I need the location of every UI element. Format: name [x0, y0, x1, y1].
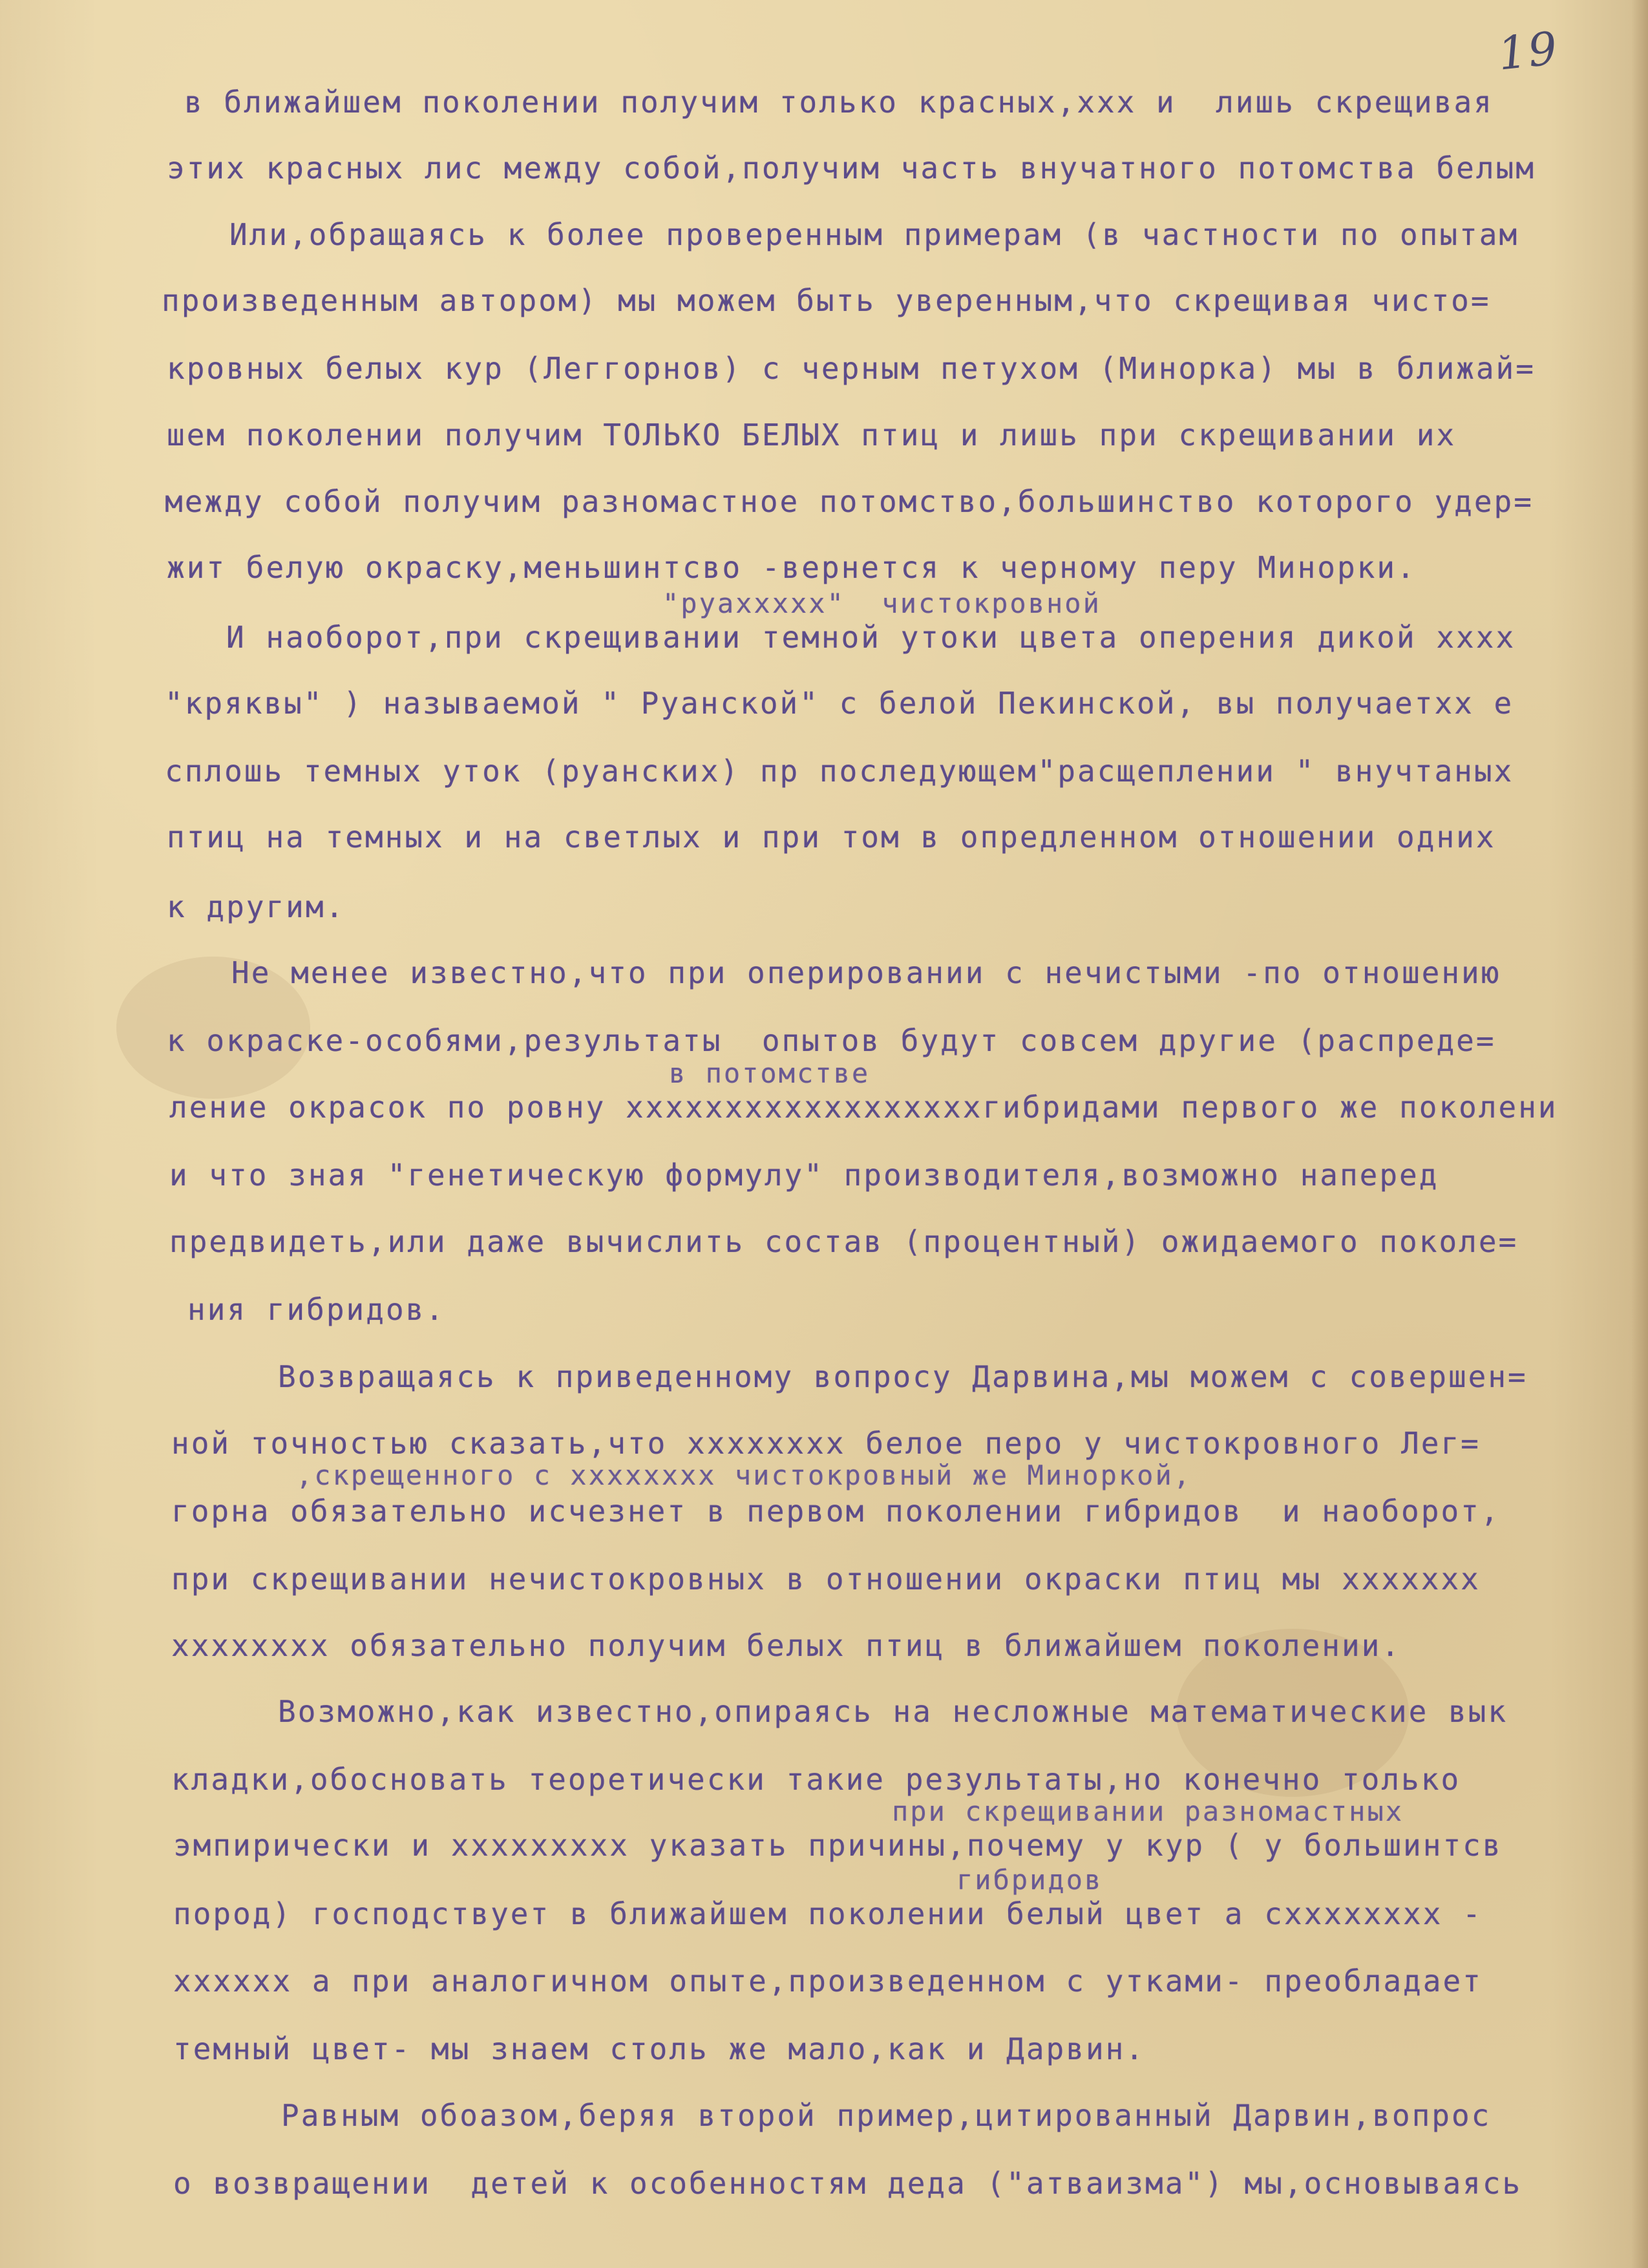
text-line: Равным обоазом,беряя второй пример,цитированный Дарвин,вопрос — [281, 2098, 1492, 2133]
text-line: кровных белых кур (Леггорнов) с черным петухом (Минорка) мы в ближай= — [167, 351, 1536, 386]
typed-insertion: гибридов — [956, 1864, 1103, 1896]
text-line: Или,обращаясь к более проверенным примерам (в частности по опытам — [229, 217, 1519, 252]
typed-insertion: ,скрещенного с xxxxxxxx чистокровный же Миноркой, — [296, 1459, 1192, 1491]
text-line: xxxxxxxx обязательно получим белых птиц в ближайшем поколении. — [171, 1628, 1402, 1663]
text-line: в ближайшем поколении получим только красных,xxx и лишь скрещивая — [184, 85, 1494, 120]
text-line: xxxxxx а при аналогичном опыте,произведенном с утками- преобладает — [173, 1964, 1483, 1998]
text-line: темный цвет- мы знаем столь же мало,как и Дарвин. — [173, 2031, 1146, 2066]
text-line: птиц на темных и на светлых и при том в опредленном отношении одних — [167, 820, 1496, 854]
text-line: между собой получим разномастное потомство,большинство которого удер= — [165, 484, 1534, 519]
text-line: Возможно,как известно,опираясь на несложные математические вык — [278, 1694, 1508, 1729]
text-line: к окраске-особями,результаты опытов будут совсем другие (распреде= — [167, 1023, 1496, 1058]
text-line: пород) господствует в ближайшем поколении белый цвет а сxxxxxxxx - — [173, 1896, 1483, 1931]
page-number: 19 — [1495, 21, 1561, 81]
typed-insertion: при скрещивании разномастных — [892, 1796, 1404, 1827]
text-line: "кряквы" ) называемой " Руанской" с белой Пекинской, вы получаетxx е — [165, 686, 1514, 721]
text-line: сплошь темных уток (руанских) пр последующем"расщеплении " внучтаных — [165, 754, 1514, 789]
text-line: Не менее известно,что при оперировании с нечистыми -по отношению — [231, 955, 1501, 990]
typed-insertion: в потомстве — [669, 1057, 871, 1089]
text-line: шем поколении получим ТОЛЬКО БЕЛЫХ птиц и лишь при скрещивании их — [167, 418, 1457, 452]
text-line: эмпирически и xxxxxxxxx указать причины,почему у кур ( у большинтсв — [173, 1828, 1503, 1863]
text-line: горна обязательно исчезнет в первом поколении гибридов и наоборот, — [171, 1494, 1501, 1529]
text-line: ной точностью сказать,что xxxxxxxx белое перо у чистокровного Лег= — [171, 1426, 1481, 1461]
text-line: к другим. — [167, 889, 346, 924]
text-line: ния гибридов. — [187, 1292, 446, 1327]
text-line: ление окрасок по ровну xxxxxxxxxxxxxxxxxxгибридами первого же поколени — [169, 1090, 1558, 1125]
typed-insertion: "руаxxxxx" чистокровной — [662, 588, 1101, 619]
text-line: И наоборот,при скрещивании темной утоки цвета оперения дикой xxxx — [226, 620, 1516, 655]
text-line: и что зная "генетическую формулу" производителя,возможно наперед — [169, 1158, 1439, 1192]
text-line: жит белую окраску,меньшинтсво -вернется к черному перу Минорки. — [167, 550, 1417, 585]
text-line: кладки,обосновать теоретически такие результаты,но конечно только — [171, 1762, 1461, 1797]
text-line: о возвращении детей к особенностям деда ("атваизма") мы,основываясь — [173, 2166, 1523, 2201]
text-line: произведенным автором) мы можем быть уверенным,что скрещивая чисто= — [162, 283, 1491, 318]
text-line: Возвращаясь к приведенному вопросу Дарвина,мы можем с совершен= — [278, 1359, 1528, 1394]
text-line: предвидеть,или даже вычислить состав (процентный) ожидаемого поколе= — [169, 1224, 1519, 1259]
text-line: этих красных лис между собой,получим часть внучатного потомства белым — [167, 151, 1536, 185]
text-line: при скрещивании нечистокровных в отношении окраски птиц мы xxxxxxx — [171, 1562, 1481, 1596]
